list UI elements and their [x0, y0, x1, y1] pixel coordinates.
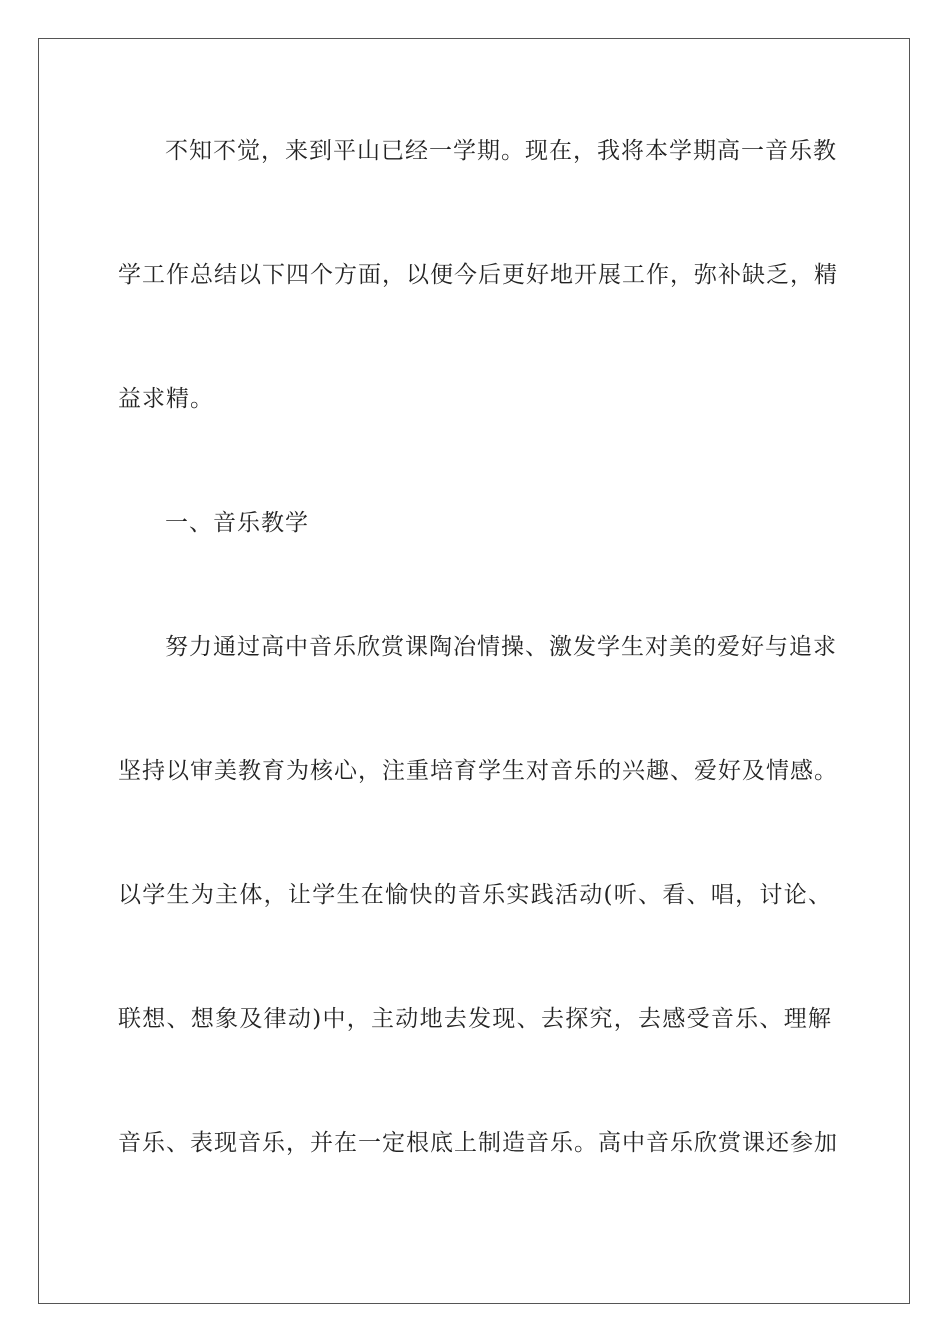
paragraph-1-line-2: 学工作总结以下四个方面，以便今后更好地开展工作，弥补缺乏，精: [118, 262, 838, 288]
paragraph-2-line-5: 音乐、表现音乐，并在一定根底上制造音乐。高中音乐欣赏课还参加: [118, 1130, 838, 1156]
paragraph-1-line-3: 益求精。: [118, 386, 214, 412]
paragraph-2-line-1: 努力通过高中音乐欣赏课陶冶情操、激发学生对美的爱好与追求: [165, 634, 837, 660]
paragraph-2-line-3: 以学生为主体，让学生在愉快的音乐实践活动(听、看、唱，讨论、: [118, 882, 832, 908]
paragraph-1-line-1: 不知不觉，来到平山已经一学期。现在，我将本学期高一音乐教: [165, 138, 837, 164]
paragraph-2-line-4: 联想、想象及律动)中，主动地去发现、去探究，去感受音乐、理解: [118, 1006, 832, 1032]
paragraph-2-line-2: 坚持以审美教育为核心，注重培育学生对音乐的兴趣、爱好及情感。: [118, 758, 838, 784]
page-frame: [38, 38, 910, 1304]
section-heading-music-teaching: 一、音乐教学: [165, 510, 309, 536]
